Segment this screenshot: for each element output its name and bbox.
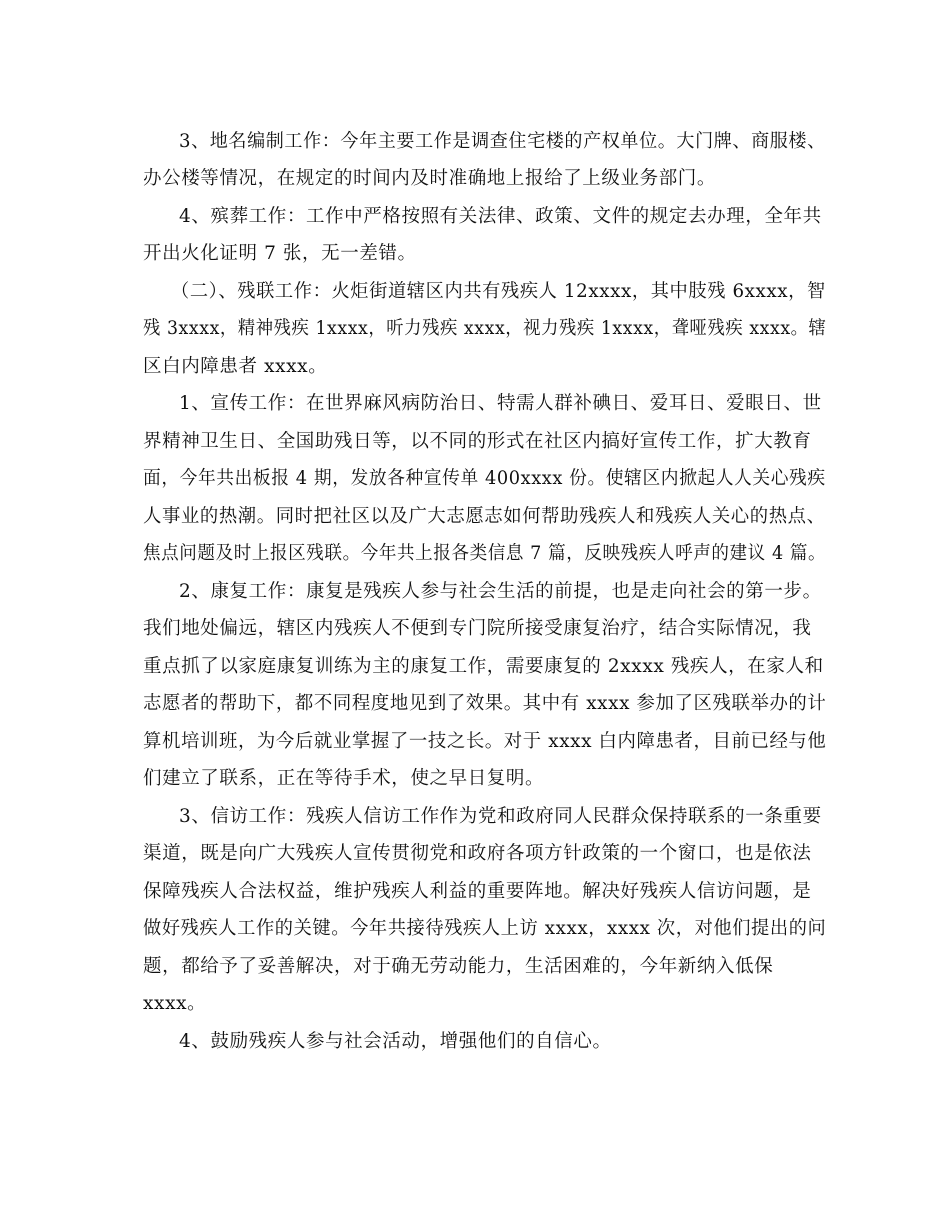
text-line: 开出火化证明 7 张，无一差错。 [143,243,417,264]
text-line: 题，都给予了妥善解决，对于确无劳动能力，生活困难的，今年新纳入低保 [143,956,774,977]
text-line: 们建立了联系，正在等待手术，使之早日复明。 [143,768,545,789]
text-line: 区白内障患者 xxxx。 [143,356,328,377]
text-line: 2、康复工作：康复是残疾人参与社会生活的前提，也是走向社会的第一步。 [179,581,822,602]
text-line: 办公楼等情况，在规定的时间内及时准确地上报给了上级业务部门。 [143,168,717,189]
text-line: xxxx。 [143,993,207,1014]
text-line: 残 3xxxx，精神残疾 1xxxx，听力残疾 xxxx，视力残疾 1xxxx，聋哑残疾 xxxx。辖 [143,318,827,339]
text-line: 4、鼓励残疾人参与社会活动，增强他们的自信心。 [179,1031,612,1052]
text-line: 重点抓了以家庭康复训练为主的康复工作，需要康复的 2xxxx 残疾人，在家人和 [143,656,824,677]
text-line: 焦点问题及时上报区残联。今年共上报各类信息 7 篇，反映残疾人呼声的建议 4 篇。 [143,543,827,564]
text-line: 4、殡葬工作：工作中严格按照有关法律、政策、文件的规定去办理，全年共 [179,206,822,227]
text-line: 界精神卫生日、全国助残日等，以不同的形式在社区内搞好宣传工作，扩大教育 [143,431,812,452]
text-line: 我们地处偏远，辖区内残疾人不便到专门院所接受康复治疗，结合实际情况，我 [143,618,812,639]
text-line: 3、地名编制工作：今年主要工作是调查住宅楼的产权单位。大门牌、商服楼、 [179,131,826,152]
text-line: （二）、残联工作：火炬街道辖区内共有残疾人 12xxxx，其中肢残 6xxxx，智 [171,281,826,302]
text-line: 保障残疾人合法权益，维护残疾人利益的重要阵地。解决好残疾人信访问题，是 [143,881,812,902]
text-line: 志愿者的帮助下，都不同程度地见到了效果。其中有 xxxx 参加了区残联举办的计 [143,693,827,714]
text-line: 人事业的热潮。同时把社区以及广大志愿志如何帮助残疾人和残疾人关心的热点、 [143,506,826,527]
text-line: 面，今年共出板报 4 期，发放各种宣传单 400xxxx 份。使辖区内掀起人人关心残疾 [143,468,826,489]
text-line: 1、宣传工作：在世界麻风病防治日、特需人群补碘日、爱耳日、爱眼日、世 [179,393,822,414]
text-line: 做好残疾人工作的关键。今年共接待残疾人上访 xxxx，xxxx 次，对他们提出的问 [143,918,827,939]
text-line: 渠道，既是向广大残疾人宣传贯彻党和政府各项方针政策的一个窗口，也是依法 [143,843,812,864]
text-line: 算机培训班，为今后就业掌握了一技之长。对于 xxxx 白内障患者，目前已经与他 [143,731,827,752]
text-line: 3、信访工作：残疾人信访工作作为党和政府同人民群众保持联系的一条重要 [179,806,822,827]
